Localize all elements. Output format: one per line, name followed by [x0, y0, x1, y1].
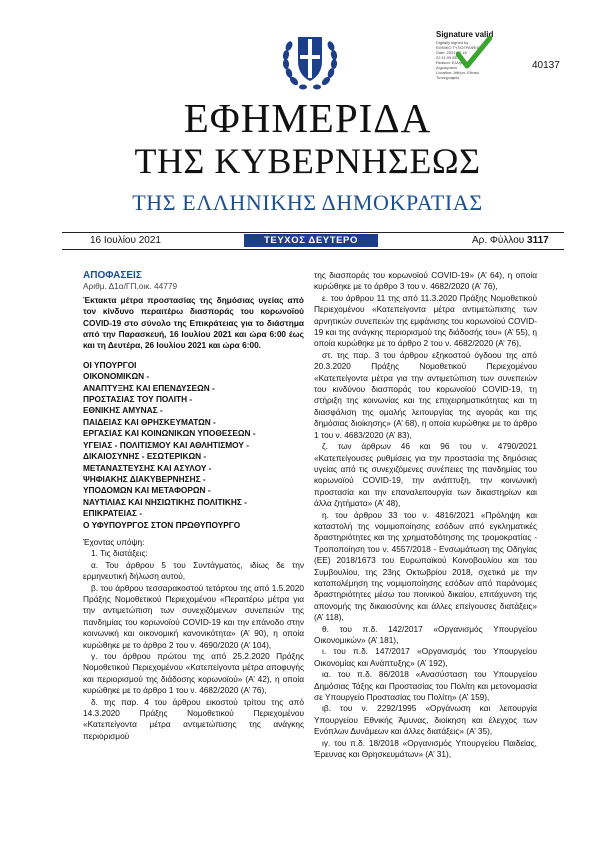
minister-line: ΕΘΝΙΚΗΣ ΑΜΥΝΑΣ -: [83, 405, 163, 416]
left-column: [83, 270, 304, 742]
signature-detail: 22:11:09 EEST: [436, 55, 463, 60]
issue-date: 16 Ιουλίου 2021: [90, 235, 161, 246]
checkmark-icon: [456, 36, 492, 70]
paragraph: γ. του άρθρου πρώτου της από 25.2.2020 Πράξης Νομοθετικού Περιεχομένου «Κατεπείγοντα μέτρα αποφυγής και περιορισμού της διάδοσης κορωνοϊού» (Α’ 42), η οποία κυρώθηκε με το άρθρο 1 του ν. 4682/2020 (Α’ 76),: [83, 651, 304, 696]
signature-detail: Date: 2021.07.16: [436, 50, 467, 55]
minister-line: ΕΡΓΑΣΙΑΣ ΚΑΙ ΚΟΙΝΩΝΙΚΩΝ ΥΠΟΘΕΣΕΩΝ -: [83, 428, 256, 439]
signature-detail: Reason: Ελληνική: [436, 60, 469, 65]
paragraph: β. του άρθρου τεσσαρακοστού τετάρτου της από 1.5.2020 Πράξης Νομοθετικού Περιεχομένου «Περαιτέρω μέτρα για την αντιμετώπιση των συνεχιζόμενων συνεπειών της πανδημίας του κορωνοϊού COVID-19 και την επάνοδο στην κοινωνική και οικονομική κανονικότητα» (Α’ 90), η οποία κυρώθηκε με το άρθρο 2 του ν. 4690/2020 (Α’ 104),: [83, 582, 304, 650]
greek-coat-of-arms-emblem: [281, 27, 339, 93]
digital-signature-stamp: [436, 30, 536, 86]
paragraph: θ. του π.δ. 142/2017 «Οργανισμός Υπουργείου Οικονομικών» (Α’ 181),: [314, 623, 537, 645]
decision-headline: Έκτακτα μέτρα προστασίας της δημόσιας υγείας από τον κίνδυνο περαιτέρω διασποράς του κορωνοϊού COVID-19 στο σύνολο της Επικράτειας για το διάστημα από την Παρασκευή, 16 Ιουλίου 2021 και ώρα 6:00 έως και τη Δευτέρα, 26 Ιουλίου 2021 και ώρα 6:00.: [83, 294, 304, 351]
paragraph: Έχοντας υπόψη:: [83, 536, 145, 547]
paragraph: ια. του π.δ. 86/2018 «Ανασύσταση του Υπουργείου Δημόσιας Τάξης και Προστασίας του Πολίτη και μετονομασία σε Υπουργείο Προστασίας του Πολίτη» (Α’ 159),: [314, 669, 537, 703]
header-rule-top: [62, 232, 564, 233]
right-column: [314, 270, 537, 760]
minister-line: ΑΝΑΠΤΥΞΗΣ ΚΑΙ ΕΠΕΝΔΥΣΕΩΝ -: [83, 382, 215, 393]
signature-detail: Δημοκρατία: [436, 65, 457, 70]
minister-line: ΨΗΦΙΑΚΗΣ ΔΙΑΚΥΒΕΡΝΗΣΗΣ -: [83, 473, 206, 484]
minister-line: ΠΑΙΔΕΙΑΣ ΚΑΙ ΘΡΗΣΚΕΥΜΑΤΩΝ -: [83, 416, 216, 427]
minister-line: ΜΕΤΑΝΑΣΤΕΥΣΗΣ ΚΑΙ ΑΣΥΛΟΥ -: [83, 462, 212, 473]
minister-line: ΟΙΚΟΝΟΜΙΚΩΝ -: [83, 371, 150, 382]
signature-detail: ΕΘΝΙΚΟ ΤΥΠΟΓΡΑΦΕΙΟ: [436, 45, 481, 50]
paragraph: ιβ. του ν. 2292/1995 «Οργάνωση και λειτουργία Υπουργείου Εθνικής Άμυνας, διοίκηση και έλεγχος των Ενόπλων Δυνάμεων και άλλες διατάξεις» (Α’ 35),: [314, 703, 537, 737]
paragraph: ι. του π.δ. 147/2017 «Οργανισμός του Υπουργείου Οικονομίας και Ανάπτυξης» (Α’ 192),: [314, 646, 537, 668]
paragraph: ε. του άρθρου 11 της από 11.3.2020 Πράξης Νομοθετικού Περιεχομένου «Κατεπείγοντα μέτρα αντιμετώπισης των αρνητικών συνεπειών της εμφάνισης του κορωνοϊού COVID-19 και της ανάγκης περιορισμού της διάδοσής του» (Α’ 55), η οποία κυρώθηκε με το άρθρο 2 του ν. 4682/2020 (Α’ 76),: [314, 292, 537, 349]
minister-line: Ο ΥΦΥΠΟΥΡΓΟΣ ΣΤΟΝ ΠΡΩΘΥΠΟΥΡΓΟ: [83, 519, 241, 530]
minister-line: ΥΠΟΔΟΜΩΝ ΚΑΙ ΜΕΤΑΦΟΡΩΝ -: [83, 485, 211, 496]
signature-valid-label: Signature valid: [436, 30, 494, 39]
minister-line: ΝΑΥΤΙΛΙΑΣ ΚΑΙ ΝΗΣΙΩΤΙΚΗΣ ΠΟΛΙΤΙΚΗΣ -: [83, 496, 247, 507]
issue-label: ΤΕΥΧΟΣ ΔΕΥΤΕΡΟ: [244, 234, 378, 247]
paragraph: η. του άρθρου 33 του ν. 4816/2021 «Πρόληψη και καταστολή της νομιμοποίησης εσόδων από εγκληματικές δραστηριότητες και της χρηματοδότησης της τρομοκρατίας - Τροποποίηση του ν. 4557/2018 - Ενσωμάτωση της Οδηγίας (ΕΕ) 2018/1673 του Ευρωπαϊκού Κοινοβουλίου και του Συμβουλίου, της 23ης Οκτωβρίου 2018, σχετικά με την καταπολέμηση της νομιμοποίησης εσόδων από παράνομες δραστηριότητες μέσω του ποινικού δικαίου, επιτάχυνση της απονομής της δικαιοσύνης και άλλες επείγουσες διατάξεις» (Α’ 118),: [314, 509, 537, 623]
header-rule-bottom: [62, 249, 564, 250]
minister-line: ΥΓΕΙΑΣ - ΠΟΛΙΤΙΣΜΟΥ ΚΑΙ ΑΘΛΗΤΙΣΜΟΥ -: [83, 439, 249, 450]
paragraph: α. Του άρθρου 5 του Συντάγματος, ιδίως δε την ερμηνευτική δήλωση αυτού,: [83, 559, 304, 582]
page-number: 40137: [532, 60, 560, 71]
paragraph: της διασποράς του κορωνοϊού COVID-19» (Α’ 64), η οποία κυρώθηκε με το άρθρο 3 του ν. 4682/2020 (Α’ 76),: [314, 270, 537, 292]
ministers-heading: [83, 360, 304, 531]
signature-detail: Digitally signed by: [436, 40, 469, 45]
paragraph: 1. Τις διατάξεις:: [91, 548, 148, 559]
minister-line: ΟΙ ΥΠΟΥΡΓΟΙ: [83, 359, 137, 370]
paragraph: ιγ. του π.δ. 18/2018 «Οργανισμός Υπουργείου Παιδείας, Έρευνας και Θρησκευμάτων» (Α’ 31),: [314, 737, 537, 760]
sheet-number-label: [472, 235, 549, 246]
paragraph: στ. της παρ. 3 του άρθρου εξηκοστού όγδοου της από 20.3.2020 Πράξης Νομοθετικού Περιεχομένου «Κατεπείγοντα μέτρα για την αντιμετώπιση των συνεπειών του κινδύνου διασποράς του κορωνοϊού COVID-19, τη στήριξη της κοινωνίας και της επιχειρηματικότητας και τη διασφάλιση της ομαλής λειτουργίας της αγοράς και της δημόσιας διοίκησης» (Α’ 68), η οποία κυρώθηκε με το άρθρο 1 του ν. 4683/2020 (Α’ 83),: [314, 349, 537, 440]
minister-line: ΕΠΙΚΡΑΤΕΙΑΣ -: [83, 508, 142, 519]
minister-line: ΠΡΟΣΤΑΣΙΑΣ ΤΟΥ ΠΟΛΙΤΗ -: [83, 394, 193, 405]
signature-detail: Τυπογραφείο: [436, 75, 460, 80]
signature-detail: Location: Αθήνα, Εθνικό: [436, 70, 479, 75]
paragraph: δ. της παρ. 4 του άρθρου εικοστού τρίτου της από 14.3.2020 Πράξης Νομοθετικού Περιεχομένου «Κατεπείγοντα μέτρα αντιμετώπισης της ανάγκης περιορισμού: [83, 696, 304, 741]
section-heading: ΑΠΟΦΑΣΕΙΣ: [83, 270, 142, 281]
paragraph: ζ. των άρθρων 46 και 96 του ν. 4790/2021 «Κατεπείγουσες ρυθμίσεις για την προστασία της δημόσιας υγείας από τις συνεχιζόμενες συνέπειες της πανδημίας του κορωνοϊού COVID-19, την ανάπτυξη, την κοινωνική προστασία και την επαναλειτουργία των δικαστηρίων και άλλα ζητήματα» (Α’ 48),: [314, 441, 537, 509]
masthead-subtitle: ΤΗΣ ΚΥΒΕΡΝΗΣΕΩΣ: [134, 141, 481, 181]
sheet-value: 3117: [527, 235, 549, 246]
sheet-label: Αρ. Φύλλου: [472, 235, 525, 246]
masthead-title: ΕΦΗΜΕΡΙΔΑ: [183, 95, 432, 141]
minister-line: ΔΙΚΑΙΟΣΥΝΗΣ - ΕΣΩΤΕΡΙΚΩΝ -: [83, 451, 207, 462]
decision-reference: Αριθμ. Δ1α/ΓΠ.οικ. 44779: [83, 281, 178, 292]
masthead-republic: ΤΗΣ ΕΛΛΗΝΙΚΗΣ ΔΗΜΟΚΡΑΤΙΑΣ: [132, 190, 483, 215]
